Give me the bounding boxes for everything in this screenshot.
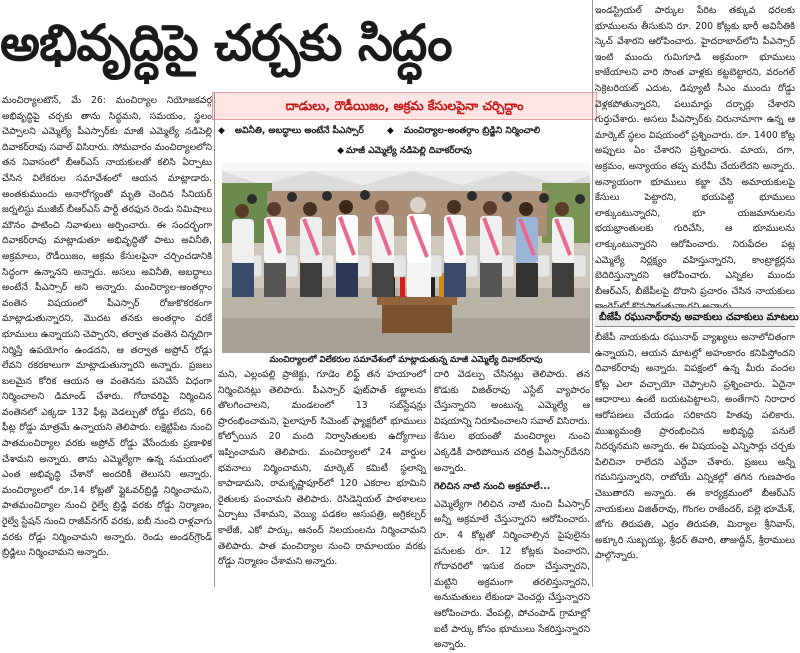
photo-caption: మంచిర్యాలలో విలేకరుల సమావేశంలో మాట్లాడుతున్న మాజీ ఎమ్మెల్యే దివాకర్‌రావు (269, 355, 543, 365)
article-text: ఎమ్మెల్యేగా గెలిచిన నాటి నుంచి పీఎస్సార్ అన్నీ అక్రమాలే చేస్తున్నారని ఆరోపించారు. రూ. 4 కోట్లతో నిర్మించాల్సిన పైపులైను పనులకు రూ. 12 కోట్లకు పెంచారని, గోదావరిలో ఇసుక దందా చేస్తున్నారని, మట్టిని అక్రమంగా తరలిస్తున్నారని, అనుమతులు లేకుండా వెంచర్లు చేస్తున్నారని ఆరోపించారు. వేంపల్లి, పోచంపాడ్ గ్రామాల్లో ఐటీ పార్కు కోసం భూములు సేకరిస్తున్నారని అన్నారు. (434, 498, 590, 651)
bullet-item (218, 126, 374, 136)
article-text: మంచిర్యాలటౌన్, మే 26: మంచిర్యాల నియోజకవర్గ అభివృద్ధిపై చర్చకు తాను సిద్ధమని, సమయం, స్థలం చెప్పాలని ఎమ్మెల్యే పీఎస్సార్‌కు మాజీ ఎమ్మెల్యే నడిపెల్లి దివాకర్‌రావు సవాల్ విసిరారు. సోమవారం మంచిర్యాలలోని తన నివాసంలో బీఆర్ఎస్ నాయకులతో కలిసి ఏర్పాటు చేసిన విలేకరుల సమావేశంలో ఆయన మాట్లాడారు. అంతకుముందు అనారోగ్యంతో మృతి చెందిన సీనియర్ జర్నలిస్టు ముజీబ్ బీఆర్ఎస్ పార్టీ తరఫున రెండు నిమిషాలు మౌనం పాటించి నివాళులు అర్పించారు. ఈ సందర్భంగా దివాకర్‌రావు మాట్లాడుతూ అభివృద్ధితో పాటు అవినీతి, అక్రమాలు, రౌడీయిజం, అక్రమ కేసులపైనా చర్చించడానికి సిద్ధంగా ఉన్నానని అన్నారు. అసలు అవినీతి, అబద్ధాలు అంటేనే పీఎస్సార్ అని అన్నారు. మంచిర్యాల-అంతర్గాం వంతెన విషయంలో పీఎస్సార్ రోజుకొకరకంగా మాట్లాడుతున్నారని, మొదట తనకు అంతర్గాం వరకే భూములు ఉన్నాయని చెప్పారని, తర్వాత వంతెన చిన్నదిగా నిర్మిస్తే ఉపయోగం ఉండదని, ఆ తర్వాత అప్రోచ్ రోడ్లు లేవని రకరకాలుగా మాట్లాడుతున్నారని అన్నారు. ప్రజలు బలమైన కోరిక ఆయన ఆ వంతెనను పనిచేసే విధంగా నిర్మించాలని డిమాండ్ చేశారు. గోదావరిపై నిర్మించిన వంతెనలో ఎక్కడా 132 ఫీట్ల వెడల్పుతో రోడ్డు లేదని, 66 ఫీట్ల రోడ్డు మాత్రమే ఉన్నాయని తెలిపారు. లక్షెట్టిపేట నుంచి పాతమంచిర్యాల వరకు అప్రోచ్ రోడ్డు వేసేందుకు ప్రణాళిక చేశామని అన్నారు. తాను ఎమ్మెల్యేగా ఉన్న సమయంలో ఎంత అభివృద్ధి చేశానో అందరికీ తెలుసని అన్నారు. మంచిర్యాలలో రూ.14 కోట్లతో ఫ్లైఓవర్‌బ్రిడ్జి నిర్మించామని, పాతమంచిర్యాల నుంచి రైల్వే బ్రిడ్జి వరకు రోడ్డు నిర్మాణం, రైల్వే స్టేషన్ నుంచి రాజీవ్‌నగర్ వరకు, ఐబీ నుంచి రాళ్లవాగు వరకు రోడ్లు నిర్మించామని అన్నారు. రెండు అండర్‌గ్రౌండ్ బ్రిడ్జిలు నిర్మించామని అన్నారు. (2, 95, 212, 559)
article-text: మని, ఎల్లంపల్లి ప్రాజెక్టు, గూడెం లిఫ్ట్ తన హయాంలో నిర్మించినట్లు తెలిపారు. పీఎస్సార్ ఫుట్‌పాత్ కబ్జాలను తొలగించాలని, మండలంలో 13 సబ్‌స్టేషన్లు ప్రారంభించామని, పైలాపూర్ సిమెంట్ ఫ్యాక్టరీలో భూములు కోల్పోయిన 20 మంది నిర్వాసితులకు ఉద్యోగాలు ఇప్పించామని తెలిపారు. మంచిర్యాలలో 24 వార్డుల భవనాలు నిర్మించామని, మార్కెట్ కమిటీ స్థలాన్ని కాపాడామని, రామకృష్ణాపూర్‌లో 120 ఎకరాల భూమిని రైతులకు పంచామని తెలిపారు. రెసిడెన్షియల్ పాఠశాలలు ఏర్పాటు చేశామని, వెయ్యి పడకల ఆసుపత్రి, అగ్రికల్చర్ కాలేజీ, ఎకో పార్కు, ఆనంద్ నిలయంలను నిర్మించామని తెలిపారు. పాత మంచిర్యాల నుంచి రామాలయం వరకు రోడ్డు నిర్మాణం చేశామని అన్నారు. (218, 369, 426, 568)
headline: అభివృద్ధిపై చర్చకు సిద్ధం (0, 14, 452, 72)
subheadline: దాడులు, రౌడీయిజం, అక్రమ కేసులపైనా చర్చిద్దాం (212, 92, 597, 120)
press-meet-photo (222, 163, 590, 353)
column-divider (214, 92, 215, 587)
article-column-right-top (595, 3, 795, 305)
bullet-text: అవినీతి, అబద్ధాలు అంటేనే పీఎస్సార్ (234, 126, 364, 136)
article-column-bottom-1 (218, 367, 426, 587)
diamond-bullet-icon: ◆ (218, 126, 225, 136)
article-column-bottom-2 (434, 367, 590, 651)
article-column-left (2, 93, 212, 587)
section-subheading: బీజేపీ రఘునాథ్‌రావు అవాకులు చవాకులు మాటలు (595, 307, 795, 327)
bullet-text: మంచిర్యాల-అంతర్గాం బ్రిడ్జిని నిర్మించాలి (403, 126, 541, 136)
article-text: బీజేపీ నాయకుడు రఘునాథ్ వ్యాఖ్యలు అనాలోచితంగా ఉన్నాయని, ఆయన మాటల్లో అహంకారం కనిపిస్తోందని దివాకర్‌రావు అన్నారు. విపక్షంలో ఉన్న మీరు వందల కోట్ల ఎలా వచ్చాయో చెప్పాలని ప్రశ్నించారు. ఏదైనా ఆధారాలు ఉంటే బయటపెట్టాలని, అంతేగాని నిరాధార ఆరోపణలు చేయడం సరికాదని హితవు పలికారు. ముఖ్యమంత్రి ప్రారంభించిన అభివృద్ధి పనులే నిదర్శనమని అన్నారు. ఈ విషయంపై ఎన్నిసార్లు చర్చకు పిలిచినా రాలేదని ఎద్దేవా చేశారు. ప్రజలు అన్నీ గమనిస్తున్నారని, రాబోయే ఎన్నికల్లో తగిన గుణపాఠం చెబుతారని అన్నారు. ఈ కార్యక్రమంలో బీఆర్ఎస్ నాయకులు విజిత్‌రావు, గొంగల రాజేందర్, పల్లె భూమేశ్, జోగు తిరుపతి, ఎర్రం తిరుపతి, మిర్యాల శ్రీనివాస్, అక్కూరి సుబ్బయ్య, శ్రీధర్ తివారి, తాజుద్దీన్, శ్రీరాములు పాల్గొన్నారు. (595, 332, 795, 562)
bullet-text: మాజీ ఎమ్మెల్యే నడిపెల్లి దివాకర్‌రావు (345, 146, 472, 156)
subheadline-box (212, 92, 597, 140)
article-text: ఇండస్ట్రియల్ పార్కుల పేరిట తక్కువ ధరలకు భూములను తీసుకుని రూ. 200 కోట్లకు భారీ అవినీతికి స్కెచ్ వేశారని ఆరోపించారు. హైదరాబాద్‌లోని పీఎస్సార్ ఇంటి ముందు గుమిగూడి అక్రమంగా భూములు కాజేయాలని వారి సొంత వాళ్లకు కట్టబెట్టారని, వరంగల్ సెక్రెటరియట్ ఎదుట, డిప్యూటీ సీఎం ముందు రోడ్డు వెళ్లకపోతున్నారని, పలుమార్లు దర్బార్లు చేశారని గుర్తుచేశారు. అసలు పీఎస్సార్‌కు చిరునామాగా ఉన్న ఆ మార్కెట్ స్థలం విషయంలో ప్రశ్నించారు. రూ. 1400 కోట్ల అప్పులు ఏం చేశారని ప్రశ్నించారు. మాయ, దగా, అక్రమం, అన్యాయం తప్ప మరేమీ చేయలేదని అన్నారు. అన్యాయంగా భూములు కబ్జా చేసి అమాయకులపై కేసులు పెట్టారని, భయపెట్టి భూములు లాక్కుంటున్నారని, భూ యజమానులను భయభ్రాంతులకు గురిచేసి, ఆ భూములను లాక్కుంటున్నారని ఆరోపించారు. నిరుపేదల పట్ల ఎమ్మెల్యే నిర్లక్ష్యం వహిస్తున్నారని, కాంట్రాక్టర్లను బెదిరిస్తున్నారని ఆరోపించారు. ఎన్నికల ముందు బీఆర్ఎస్, బీజేపీలపై దొరాని ప్రచారం చేసిన నాయకులు (595, 5, 795, 297)
bullet-row-2 (212, 142, 597, 160)
article-text: దారి వెడల్పు చేసినట్లు తెలిపారు. తన కొడుకు విజిత్‌రావు ఎస్టేట్ వ్యాపారం చేస్తున్నారని అంటున్న ఎమ్మెల్యే ఆ విషయాన్ని నిరూపించాలని సవాల్ విసిరారు. కేసుల భయంతో మంచిర్యాల నుంచి ఎక్కడికీ పారిపోయిన చరిత్ర పీఎస్సార్‌దేనని అన్నారు. (434, 369, 590, 474)
column-divider (430, 367, 431, 587)
article-column-right-bottom (595, 330, 795, 588)
section-subheading: గెలిచిన నాటి నుంచి అక్రమాలే... (434, 481, 551, 493)
diamond-bullet-icon: ◆ (337, 146, 344, 156)
diamond-bullet-icon: ◆ (386, 126, 394, 136)
bullet-row (212, 120, 597, 142)
column-divider (592, 0, 593, 587)
bullet-item (387, 126, 550, 136)
